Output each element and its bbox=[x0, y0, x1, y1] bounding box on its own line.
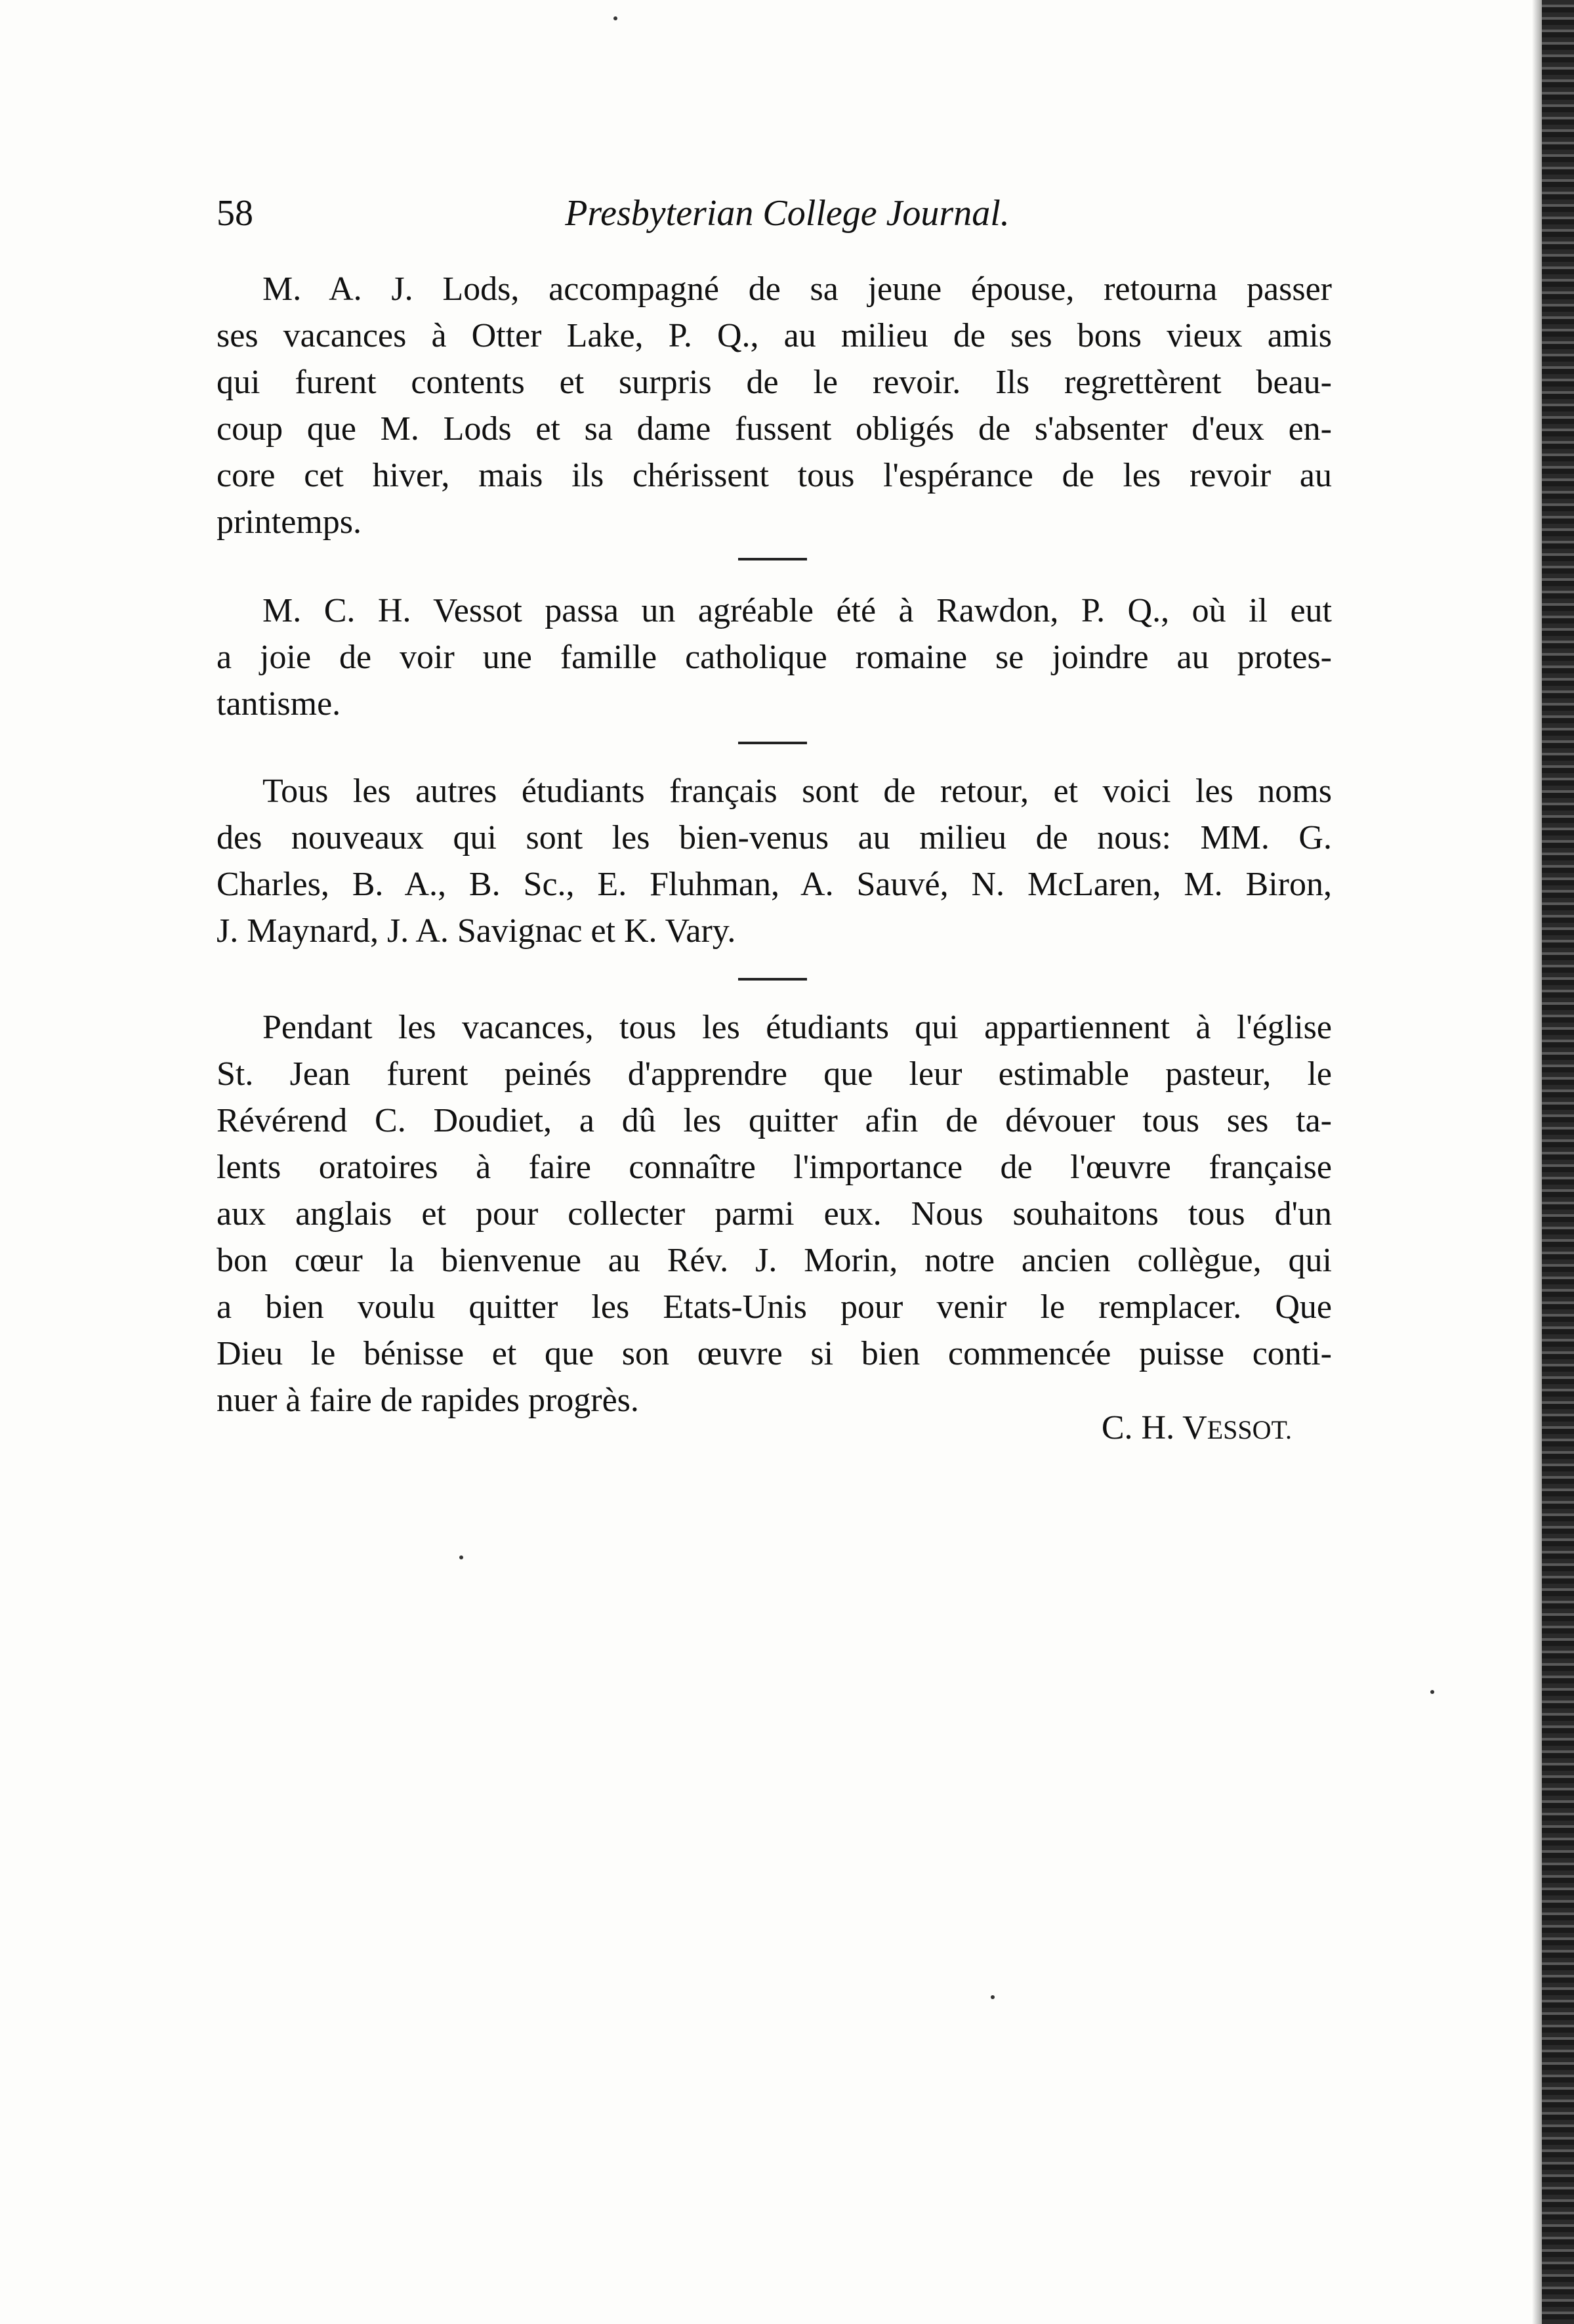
text-line: core cet hiver, mais ils chérissent tous l'espérance de les revoir au bbox=[217, 457, 1332, 494]
binding-shadow bbox=[1532, 0, 1542, 2324]
text-line: Pendant les vacances, tous les étudiants qui appartiennent à l'église bbox=[262, 1009, 1332, 1046]
text-line: qui furent contents et surpris de le revoir. Ils regrettèrent beau- bbox=[217, 364, 1332, 401]
text-line: aux anglais et pour collecter parmi eux. Nous souhaitons tous d'un bbox=[217, 1195, 1332, 1233]
text-line: bon cœur la bienvenue au Rév. J. Morin, notre ancien collègue, qui bbox=[217, 1242, 1332, 1279]
text-line: M. C. H. Vessot passa un agréable été à Rawdon, P. Q., où il eut bbox=[262, 592, 1332, 629]
text-line: des nouveaux qui sont les bien-venus au milieu de nous: MM. G. bbox=[217, 819, 1332, 856]
scan-speck bbox=[459, 1555, 463, 1559]
page-header bbox=[217, 187, 1332, 240]
text-line: coup que M. Lods et sa dame fussent obligés de s'absenter d'eux en- bbox=[217, 410, 1332, 448]
scan-speck bbox=[991, 1995, 995, 1999]
page-number: 58 bbox=[217, 193, 253, 234]
section-divider bbox=[738, 558, 807, 560]
text-line: a joie de voir une famille catholique romaine se joindre au protes- bbox=[217, 639, 1332, 676]
scan-speck bbox=[613, 16, 617, 20]
paragraph-students bbox=[217, 768, 1332, 954]
text-line: St. Jean furent peinés d'apprendre que leur estimable pasteur, le bbox=[217, 1055, 1332, 1093]
signature-surname: ESSOT. bbox=[1207, 1415, 1292, 1445]
text-line: Tous les autres étudiants français sont de retour, et voici les noms bbox=[262, 772, 1332, 810]
paragraph-vessot bbox=[217, 587, 1332, 727]
text-line: Charles, B. A., B. Sc., E. Fluhman, A. Sauvé, N. McLaren, M. Biron, bbox=[217, 866, 1332, 903]
author-signature bbox=[1102, 1405, 1292, 1453]
scan-speck bbox=[1430, 1690, 1434, 1694]
journal-title: Presbyterian College Journal. bbox=[565, 193, 1010, 234]
text-line: J. Maynard, J. A. Savignac et K. Vary. bbox=[217, 912, 736, 950]
section-divider bbox=[738, 742, 807, 744]
page-edge-strip bbox=[1542, 0, 1574, 2324]
text-line: lents oratoires à faire connaître l'importance de l'œuvre française bbox=[217, 1149, 1332, 1186]
paragraph-doudiet bbox=[217, 1004, 1332, 1424]
signature-initials: C. H. V bbox=[1101, 1409, 1207, 1447]
paragraph-lods bbox=[217, 266, 1332, 545]
text-line: printemps. bbox=[217, 503, 362, 541]
text-line: tantisme. bbox=[217, 685, 341, 723]
text-line: ses vacances à Otter Lake, P. Q., au milieu de ses bons vieux amis bbox=[217, 317, 1332, 354]
text-line: M. A. J. Lods, accompagné de sa jeune épouse, retourna passer bbox=[262, 270, 1332, 308]
text-line: Révérend C. Doudiet, a dû les quitter afin de dévouer tous ses ta- bbox=[217, 1102, 1332, 1139]
text-line: nuer à faire de rapides progrès. bbox=[217, 1382, 639, 1419]
text-line: a bien voulu quitter les Etats-Unis pour venir le remplacer. Que bbox=[217, 1288, 1332, 1326]
text-line: Dieu le bénisse et que son œuvre si bien commencée puisse conti- bbox=[217, 1335, 1332, 1372]
section-divider bbox=[738, 978, 807, 981]
